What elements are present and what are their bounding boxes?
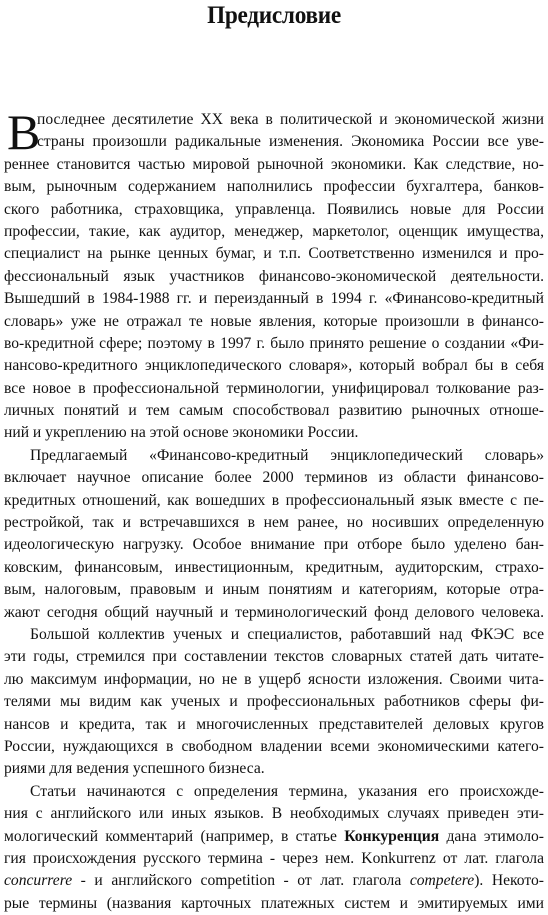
text-line: личных понятий и тем самым способствовал развитию рыночных отноше-: [4, 402, 544, 420]
latin-term-concurrere: concurrere: [4, 872, 73, 890]
text-run: дана этимоло-: [439, 827, 544, 845]
paragraph-2: [4, 445, 544, 624]
text-line: включает научное описание более 2000 терминов из области финансово-: [4, 469, 544, 487]
text-line: все новое в профессиональной терминологии, унифицировал толкование раз-: [4, 379, 544, 397]
paragraph-4: [4, 781, 544, 915]
page-title: Предисловие: [207, 2, 341, 29]
text-line: вым, налоговым, правовым и иным понятиям и категориям, которые отра-: [4, 581, 544, 599]
latin-term-competere: competere: [409, 872, 475, 890]
text-line: страны произошли радикальные изменения. Экономика России все уве-: [37, 133, 544, 151]
text-line: ковским, финансовым, инвестиционным, кредитным, аудиторским, страхо-: [4, 558, 544, 576]
text-line: ния с английского или иных языков. В необходимых случаях приведен эти-: [4, 805, 544, 823]
text-run: мологический комментарий (например, в статье: [4, 827, 345, 845]
text-line: телями мы видим как ученых и профессиональных работников сферы фи-: [4, 693, 544, 711]
text-line: последнее десятилетие XX века в политической и экономической жизни: [37, 111, 544, 128]
text-line: нансов и кредита, так и многочисленных представителей деловых кругов: [4, 715, 544, 733]
text-line: нансово-кредитного энциклопедического словаря», который вобрал бы в себя: [4, 357, 544, 375]
text-line: идеологическую нагрузку. Особое внимание при отборе было уделено бан-: [4, 536, 544, 554]
text-line: России, нуждающихся в свободном владении всеми экономическими катего-: [4, 737, 544, 755]
body-text: [4, 104, 544, 915]
text-line: гия происхождения русского термина - через нем. Konkurrenz от лат. глагола: [4, 849, 544, 867]
text-line: жают сегодня общий научный и терминологический фонд делового человека.: [4, 603, 544, 621]
paragraph-3: [4, 624, 544, 781]
text-line: рестройкой, так и встречавшихся в нем ранее, но носивших определенную: [4, 514, 544, 532]
text-line: фессиональный язык участников финансово-экономической деятельности.: [4, 267, 544, 285]
text-line: словарь» уже не отражал те новые явления, которые произошли в финансо-: [4, 312, 544, 330]
text-line: риями для ведения успешного бизнеса.: [4, 760, 265, 778]
text-line: [4, 826, 544, 848]
text-line: ского работника, страховщика, управленца. Появились новые для России: [4, 200, 544, 218]
text-line: лю максимум информации, но не в ущерб ясности изложения. Своими чита-: [4, 670, 544, 688]
text-line: рые термины (названия карточных платежных систем и эмитируемых ими: [4, 894, 544, 912]
text-line: профессии, такие, как аудитор, менеджер, маркетолог, оценщик имущества,: [4, 222, 544, 240]
paragraph-1: [4, 104, 544, 445]
text-line: Статьи начинаются с определения термина, указания его происхожде-: [30, 782, 544, 800]
term-konkurentsiya: Конкуренция: [344, 827, 440, 845]
text-line: специалист на рынке ценных бумаг, и т.п. Соответственно изменился и про-: [4, 245, 544, 263]
text-run: ). Некото-: [474, 872, 544, 890]
drop-cap: В: [7, 104, 41, 160]
text-line: Большой коллектив ученых и специалистов, работавший над ФКЭС все: [30, 625, 544, 643]
text-line: [4, 870, 544, 892]
text-run: - и английского competition - от лат. глагола: [72, 872, 410, 890]
text-line: ний и укреплению на этой основе экономики России.: [4, 424, 359, 442]
text-line: эти годы, стремился при составлении текстов словарных статей дать читате-: [4, 648, 544, 666]
text-line: кредитных отношений, как вошедших в профессиональный язык вместе с пе-: [4, 491, 544, 509]
text-line: Предлагаемый «Финансово-кредитный энциклопедический словарь»: [30, 446, 544, 464]
text-line: во-кредитной сфере; поэтому в 1997 г. было принято решение о создании «Фи-: [4, 334, 544, 352]
text-line: Вышедший в 1984-1988 гг. и переизданный в 1994 г. «Финансово-кредитный: [4, 290, 544, 308]
text-line: вым, рыночным содержанием наполнились профессии бухгалтера, банков-: [4, 178, 544, 196]
text-line: реннее становится частью мировой рыночной экономики. Как следствие, но-: [4, 155, 544, 173]
